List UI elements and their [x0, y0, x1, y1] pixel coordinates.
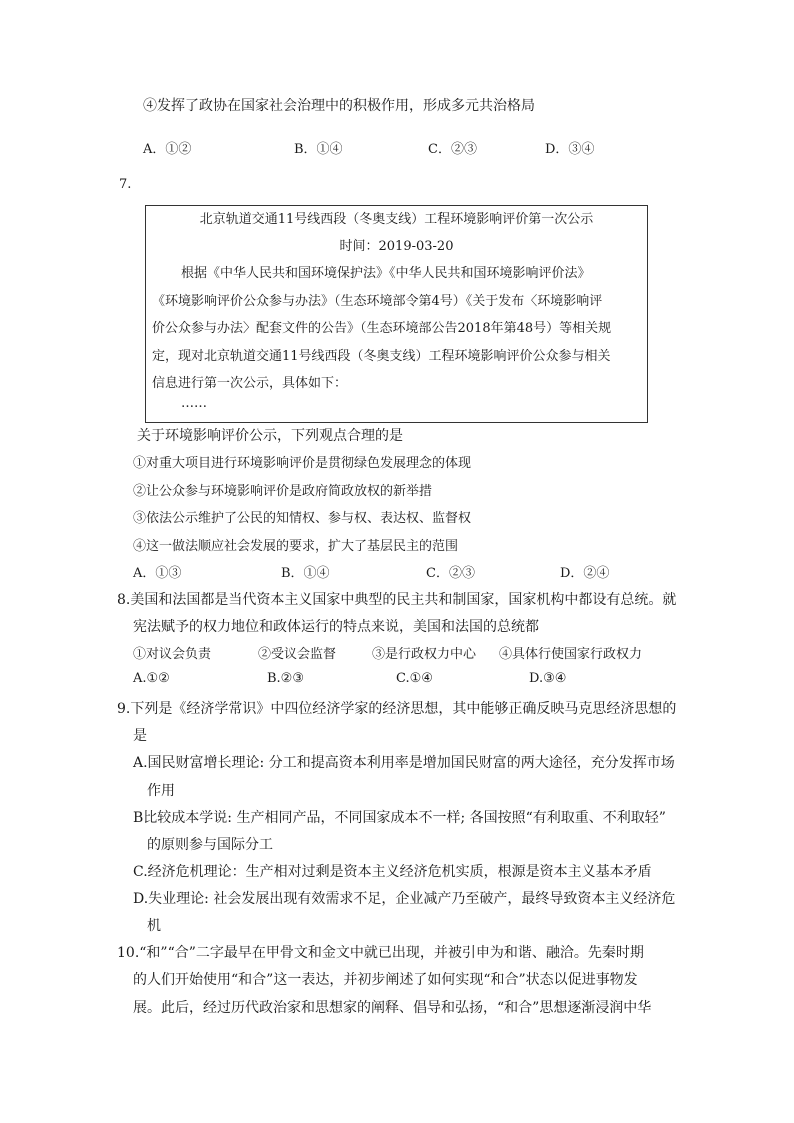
q9-option-a-cont: 作用	[147, 783, 175, 799]
q8-option-b: B.②③	[267, 671, 304, 686]
q9-stem-line: 9.下列是《经济学常识》中四位经济学家的经济思想，其中能够正确反映马克思经济思想的	[117, 701, 677, 717]
q7-statement: ①对重大项目进行环境影响评价是贯彻绿色发展理念的体现	[133, 456, 472, 471]
q6-option-c: C．②③	[428, 142, 477, 157]
q6-option-d: D．③④	[545, 142, 595, 157]
q7-statement: ③依法公示维护了公民的知情权、参与权、表达权、监督权	[133, 511, 472, 526]
q9-option-b-cont: 的原则参与国际分工	[147, 837, 273, 853]
q7-option-a: A．①③	[133, 566, 182, 581]
q7-option-d: D．②④	[560, 566, 610, 581]
q8-option-c: C.①④	[396, 671, 433, 686]
q8-statement: ③是行政权力中心	[372, 647, 477, 662]
q7-number: 7.	[119, 177, 132, 192]
q10-stem-line: 10.“和”“合”二字最早在甲骨文和金文中就已出现，并被引申为和谐、融洽。先秦时期	[117, 945, 644, 961]
notice-body-line: 《环境影响评价公众参与办法》（生态环境部令第4号）《关于发布〈环境影响评	[152, 294, 603, 309]
q9-option-d: D.失业理论: 社会发展出现有效需求不足，企业减产乃至破产，最终导致资本主义经济危	[133, 891, 676, 907]
notice-body-line: 信息进行第一次公示，具体如下：	[152, 376, 348, 391]
notice-box	[145, 205, 648, 423]
q6-statement-4: ④发挥了政协在国家社会治理中的积极作用，形成多元共治格局	[143, 98, 535, 114]
q8-statement: ①对议会负责	[133, 647, 212, 662]
q6-option-b: B．①④	[294, 142, 343, 157]
q7-option-b: B．①④	[281, 566, 330, 581]
q8-statement: ②受议会监督	[258, 647, 337, 662]
notice-title: 北京轨道交通11号线西段（冬奥支线）工程环境影响评价第一次公示	[199, 212, 594, 227]
q7-option-c: C．②③	[426, 566, 475, 581]
q7-statement: ②让公众参与环境影响评价是政府简政放权的新举措	[133, 484, 433, 499]
notice-body-line: 根据《中华人民共和国环境保护法》《中华人民共和国环境影响评价法》	[181, 266, 591, 281]
q9-stem-line: 是	[133, 728, 147, 744]
q7-stem: 关于环境影响评价公示，下列观点合理的是	[137, 428, 403, 444]
q8-statement: ④具体行使国家行政权力	[499, 647, 643, 662]
q10-stem-line: 的人们开始使用“和合”这一表达，并初步阐述了如何实现“和合”状态以促进事物发	[133, 972, 638, 988]
notice-body-line: 价公众参与办法〉配套文件的公告》（生态环境部公告2018年第48号）等相关规	[152, 321, 612, 336]
q7-statement: ④这一做法顺应社会发展的要求，扩大了基层民主的范围	[133, 539, 459, 554]
q9-option-c: C.经济危机理论：生产相对过剩是资本主义经济危机实质，根源是资本主义基本矛盾	[133, 864, 652, 880]
q6-option-a: A．①②	[143, 142, 192, 157]
q8-option-d: D.③④	[529, 671, 567, 686]
notice-time: 时间：2019-03-20	[339, 239, 454, 254]
q8-stem-line: 宪法赋予的权力地位和政体运行的特点来说，美国和法国的总统都	[133, 619, 539, 635]
q8-option-a: A.①②	[133, 671, 170, 686]
q9-option-d-cont: 机	[147, 918, 161, 934]
q8-stem-line: 8.美国和法国都是当代资本主义国家中典型的民主共和制国家，国家机构中都设有总统。就	[117, 592, 677, 608]
notice-body-line: 定，现对北京轨道交通11号线西段（冬奥支线）工程环境影响评价公众参与相关	[152, 349, 611, 364]
q9-option-a: A.国民财富增长理论: 分工和提高资本利用率是增加国民财富的两大途径，充分发挥市场	[133, 755, 675, 771]
q9-option-b: B比较成本学说: 生产相同产品，不同国家成本不一样; 各国按照“有利取重、不利取轻”	[133, 810, 666, 826]
notice-ellipsis: ……	[181, 396, 207, 411]
q10-stem-line: 展。此后，经过历代政治家和思想家的阐释、倡导和弘扬，“和合”思想逐渐浸润中华	[133, 1000, 652, 1016]
